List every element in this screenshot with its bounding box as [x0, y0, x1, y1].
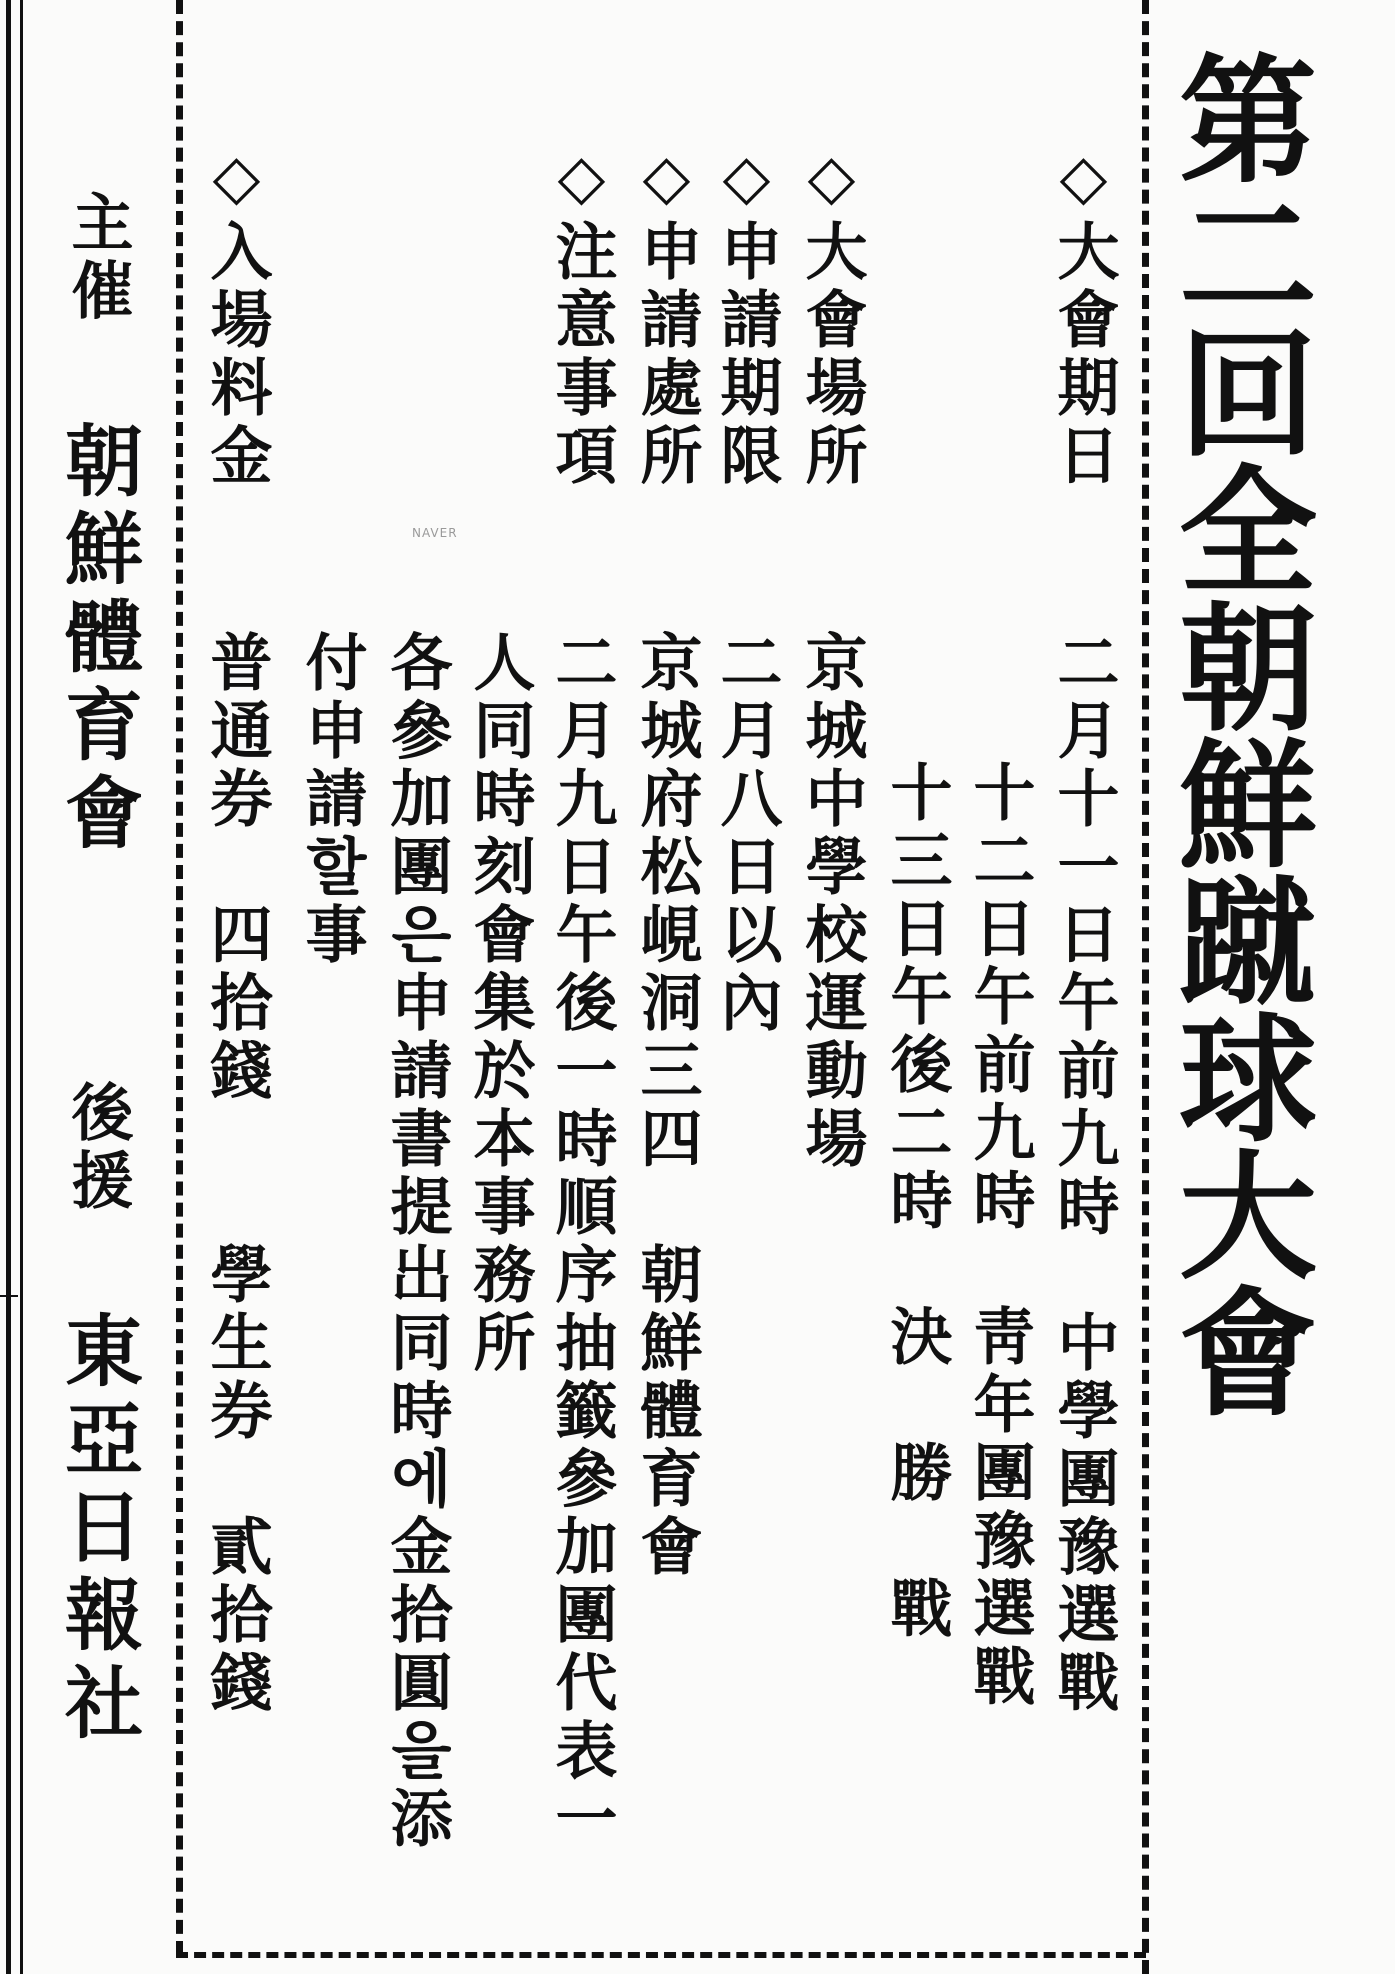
- margin-tick: [0, 1295, 18, 1297]
- bottom-dashed-border: [176, 1952, 1146, 1958]
- middle-dashed-divider: [176, 0, 183, 1955]
- venue-line-1: 京城中學校運動場: [795, 630, 868, 1174]
- host-label: 主催: [61, 190, 134, 326]
- left-border-inner: [20, 0, 23, 1974]
- label-date: ◇大會期日: [1047, 140, 1120, 491]
- label-fee: ◇入場料金: [200, 140, 273, 491]
- right-dashed-border: [1142, 0, 1149, 1974]
- deadline-line-1: 二月八日以內: [710, 630, 783, 1038]
- watermark-text: NAVER: [412, 526, 458, 540]
- label-venue: ◇大會場所: [795, 140, 868, 491]
- label-notes: ◇注意事項: [545, 140, 618, 491]
- date-line-1: 二月十一日午前九時 中學團豫選戰: [1047, 630, 1120, 1718]
- label-deadline: ◇申請期限: [710, 140, 783, 491]
- date-line-2: 十二日午前九時 靑年團豫選戰: [963, 760, 1036, 1712]
- support-name: 東亞日報社: [52, 1310, 143, 1750]
- office-line-1: 京城府松峴洞三四 朝鮮體育會: [630, 630, 703, 1582]
- host-name: 朝鮮體育會: [52, 420, 143, 860]
- notes-line-1: 二月九日午後一時順序抽籤參加團代表一: [545, 630, 618, 1854]
- label-office: ◇申請處所: [630, 140, 703, 491]
- notes-line-2: 人同時刻會集於本事務所: [463, 630, 536, 1378]
- page-title: 第二回全朝鮮蹴球大會: [1156, 48, 1319, 1418]
- date-line-3: 十三日午後二時 決 勝 戰: [880, 760, 953, 1644]
- notes-line-3: 各參加團은申請書提出同時에金拾圓을添: [380, 630, 453, 1854]
- notes-line-4: 付申請할事: [295, 630, 368, 970]
- support-label: 後援: [61, 1080, 134, 1216]
- left-border-outer: [6, 0, 11, 1974]
- fee-line-1: 普通券 四拾錢 學生券 貳拾錢: [200, 630, 273, 1718]
